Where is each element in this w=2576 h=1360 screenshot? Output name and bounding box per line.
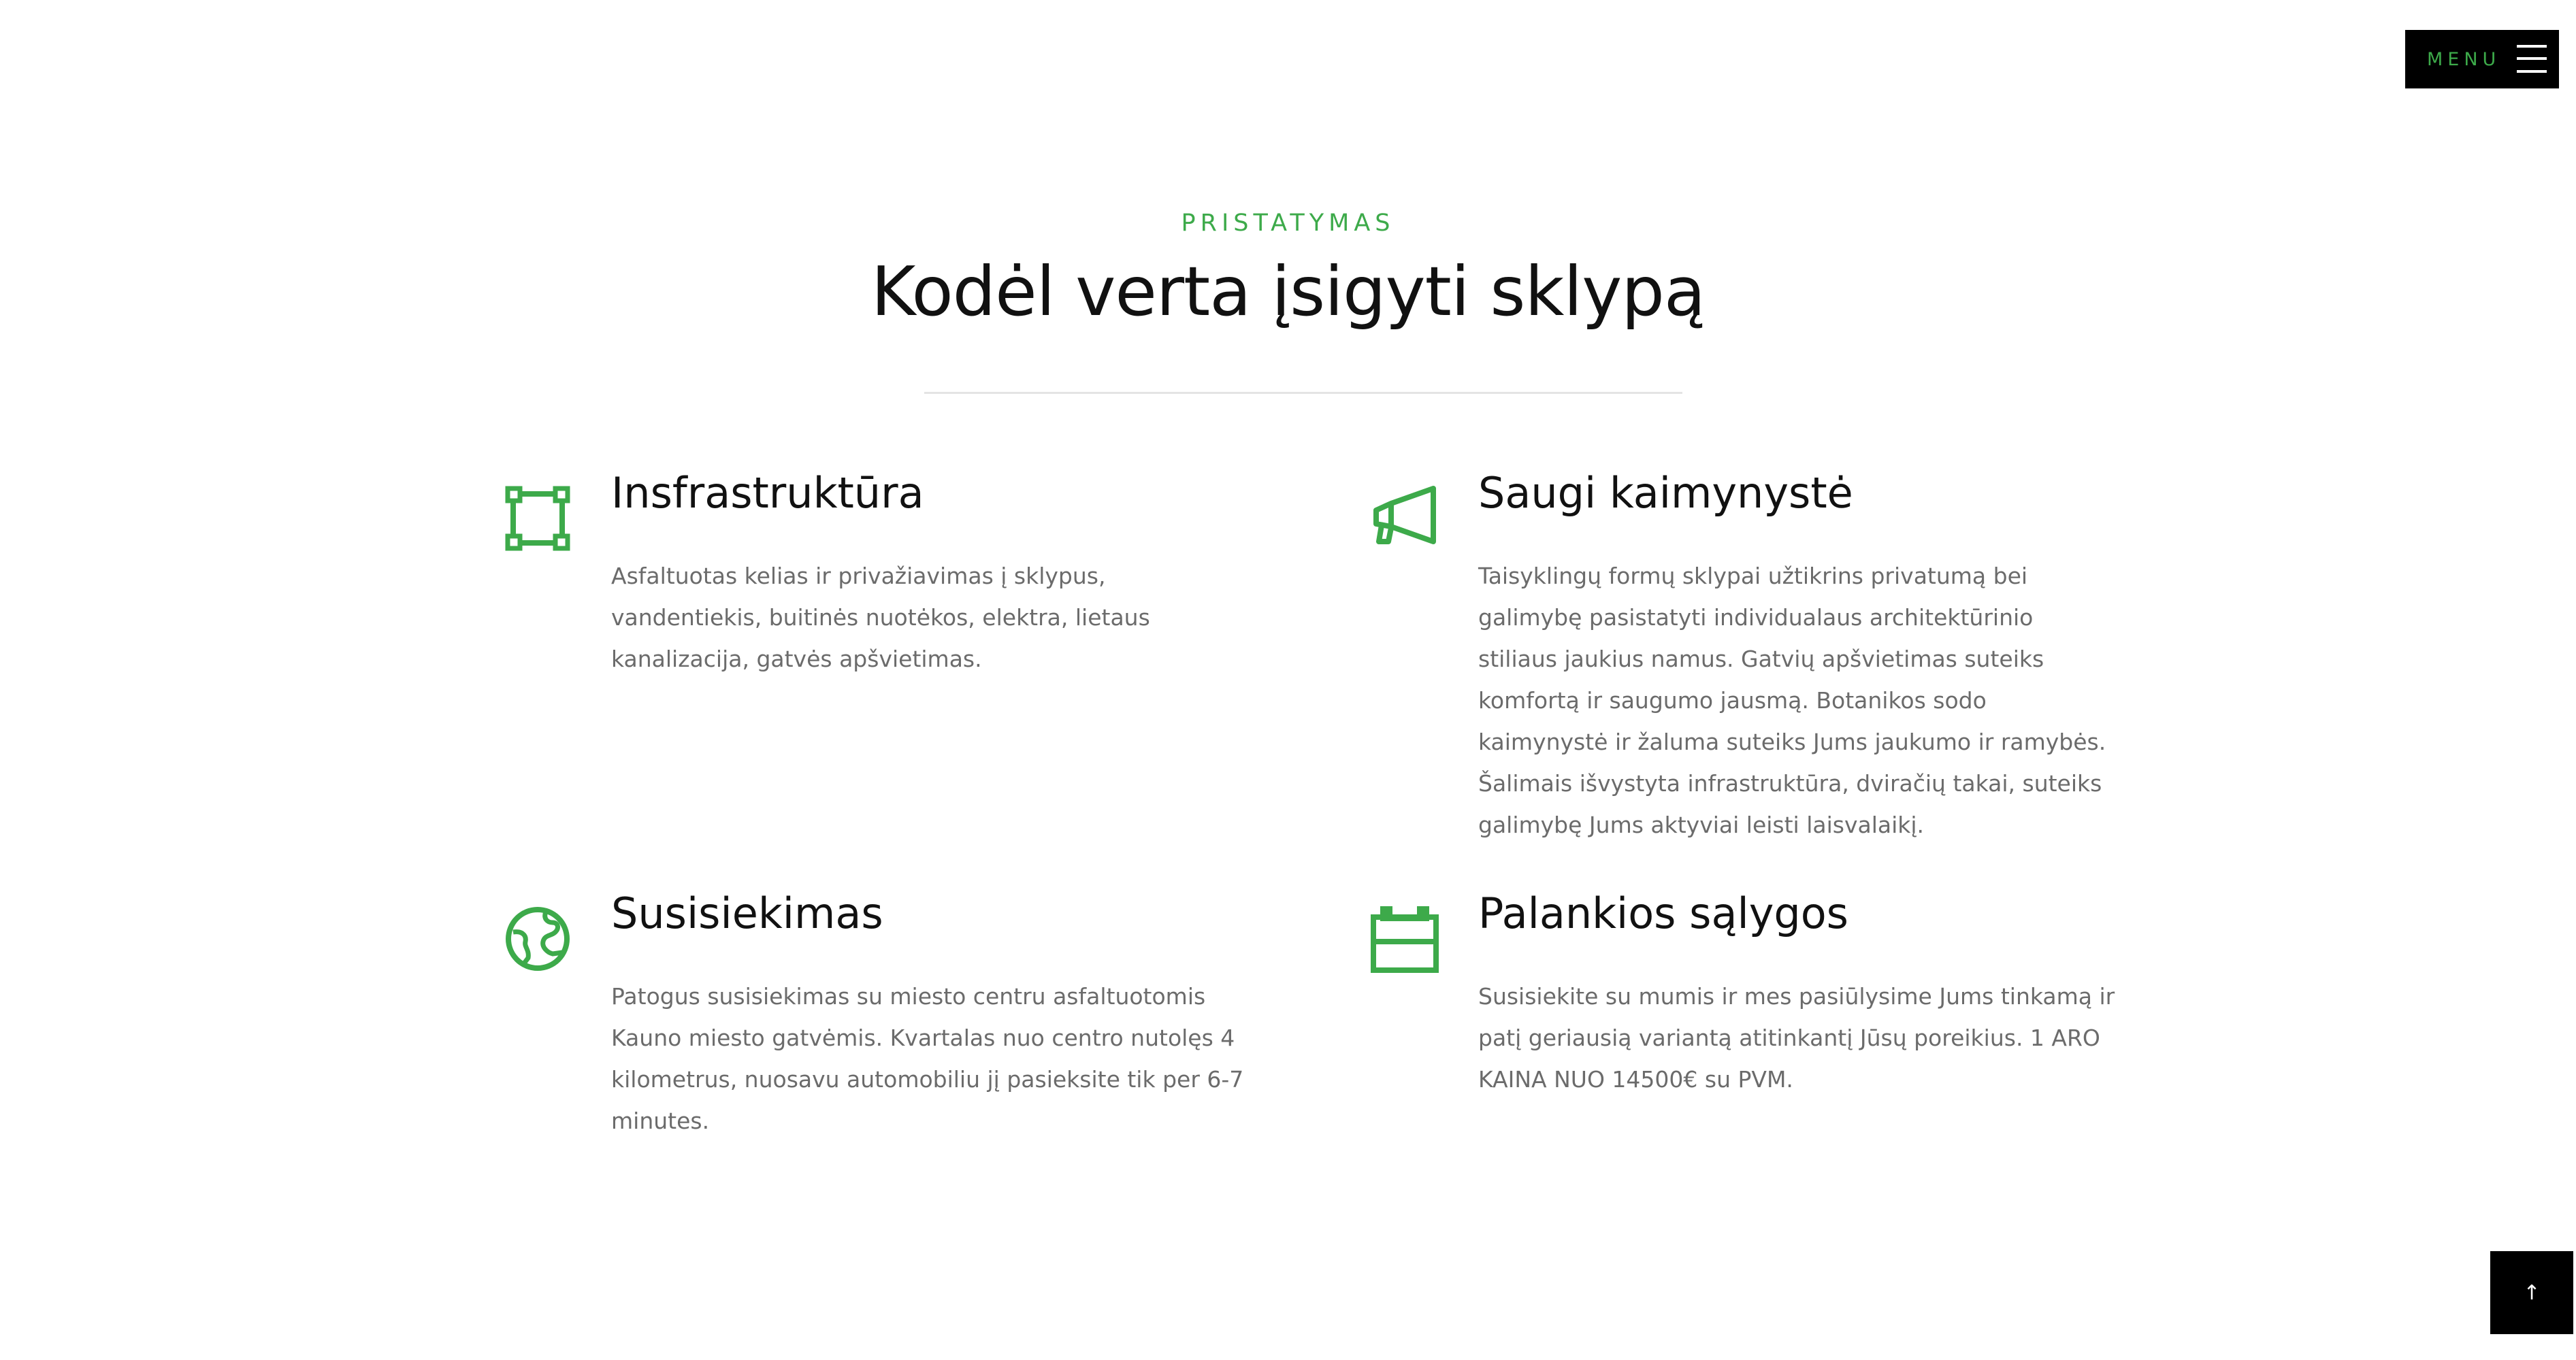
feature-text: Taisyklingų formų sklypai užtikrins privatumą bei galimybę pasistatyti individualaus architektūrinio stiliaus jaukius namus. Gatvių apšvietimas suteiks komfortą ir saugumo jausmą. Botanikos sodo kaimynystė ir žaluma suteiks Jums jaukumo ir ramybės. Šalimais išvystyta infrastruktūra, dviračių takai, suteiks galimybę Jums aktyviai leisti laisvalaikį.	[1478, 563, 2106, 838]
feature-text: Patogus susisiekimas su miesto centru asfaltuotomis Kauno miesto gatvėmis. Kvartalas nuo centro nutolęs 4 kilometrus, nuosavu automobiliu jį pasieksite tik per 6-7 minutes.	[611, 983, 1244, 1134]
feature-title: Susisiekimas	[611, 889, 883, 938]
hamburger-icon	[2517, 45, 2547, 73]
feature-title: Saugi kaimynystė	[1478, 468, 1853, 518]
menu-label: MENU	[2427, 48, 2501, 70]
calendar-icon	[1371, 905, 1439, 973]
arrow-up-icon: ↑	[2523, 1280, 2541, 1305]
feature-text: Susisiekite su mumis ir mes pasiūlysime Jums tinkamą ir patį geriausią variantą atitinkantį Jūsų poreikius. 1 ARO KAINA NUO 14500€ su PVM.	[1478, 983, 2115, 1093]
globe-icon	[504, 905, 572, 973]
title-divider	[924, 392, 1682, 394]
feature-title: Insfrastruktūra	[611, 468, 924, 518]
scroll-to-top-button[interactable]	[2490, 1251, 2573, 1334]
megaphone-icon	[1371, 484, 1439, 552]
section-eyebrow: PRISTATYMAS	[1181, 210, 1395, 237]
square-nodes-icon	[504, 484, 572, 552]
menu-button[interactable]	[2405, 30, 2559, 88]
feature-title: Palankios sąlygos	[1478, 889, 1848, 938]
feature-text: Asfaltuotas kelias ir privažiavimas į sklypus, vandentiekis, buitinės nuotėkos, elektra, lietaus kanalizacija, gatvės apšvietimas.	[611, 563, 1150, 672]
page-title: Kodėl verta įsigyti sklypą	[870, 252, 1706, 331]
